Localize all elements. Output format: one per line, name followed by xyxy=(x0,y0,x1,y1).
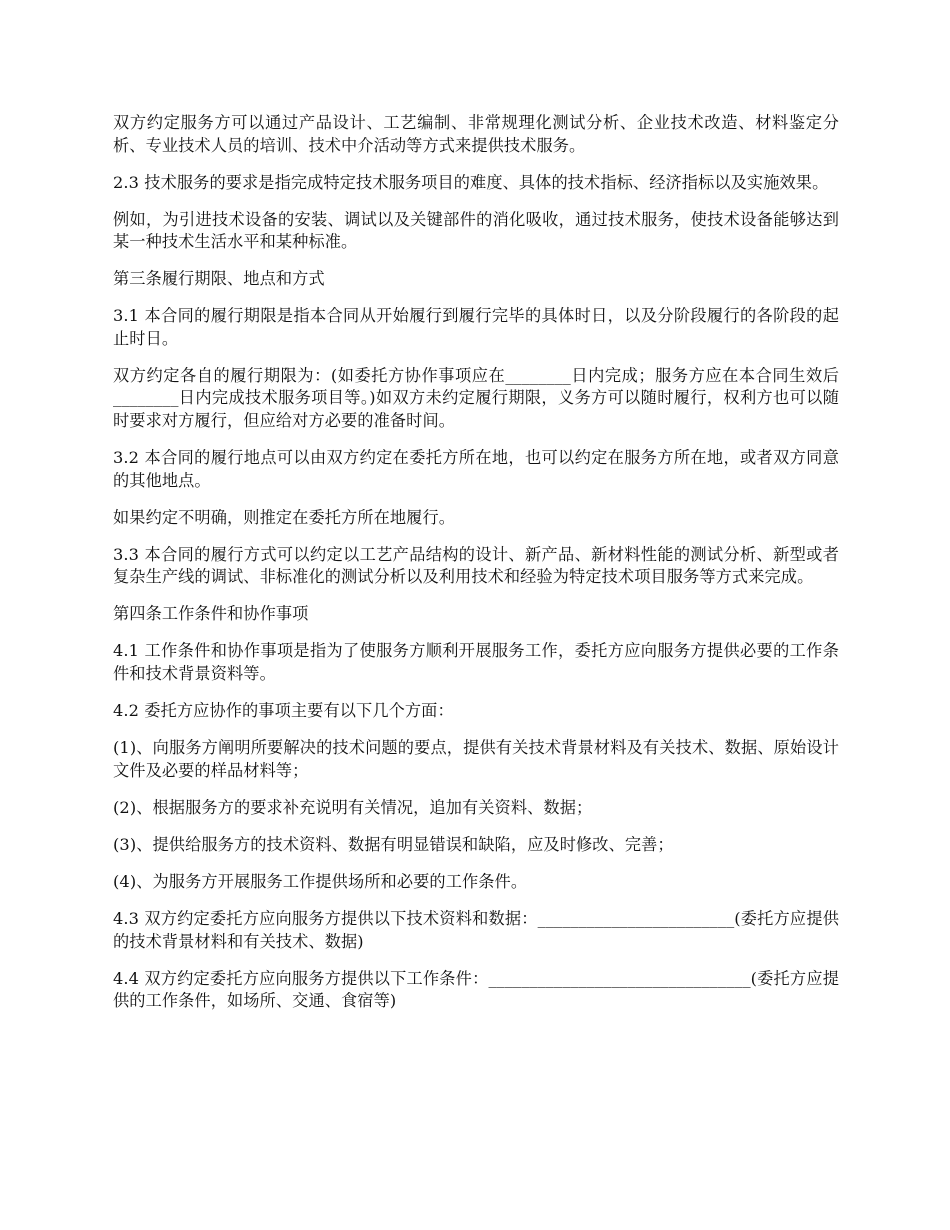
paragraph-default-location: 如果约定不明确，则推定在委托方所在地履行。 xyxy=(113,507,456,527)
paragraph-4-1: 4.1 工作条件和协作事项是指为了使服务方顺利开展服务工作，委托方应向服务方提供必要的工作条件和技术背景资料等。 xyxy=(113,641,839,683)
paragraph-example: 例如，为引进技术设备的安装、调试以及关键部件的消化吸收，通过技术服务，使技术设备能够达到某一种技术生活水平和某种标准。 xyxy=(113,209,839,252)
paragraph-2-3: 2.3 技术服务的要求是指完成特定技术服务项目的难度、具体的技术指标、经济指标以及实施效果。 xyxy=(113,172,829,192)
paragraph-4-4: 4.4 双方约定委托方应向服务方提供以下工作条件：________________________________(委托方应提供的工作条件，如场所、交通、食宿等) xyxy=(113,968,839,1011)
section-heading-article-4: 第四条工作条件和协作事项 xyxy=(113,604,309,624)
paragraph-4-3: 4.3 双方约定委托方应向服务方提供以下技术资料和数据：________________________(委托方应提供的技术背景材料和有关技术、数据) xyxy=(113,909,839,951)
paragraph-3-1: 3.1 本合同的履行期限是指本合同从开始履行到履行完毕的具体时日，以及分阶段履行的各阶段的起止时日。 xyxy=(113,306,839,348)
paragraph-3-2: 3.2 本合同的履行地点可以由双方约定在委托方所在地，也可以约定在服务方所在地，或者双方同意的其他地点。 xyxy=(113,448,839,490)
document-page xyxy=(113,112,839,1027)
paragraph-service-methods: 双方约定服务方可以通过产品设计、工艺编制、非常规理化测试分析、企业技术改造、材料鉴定分析、专业技术人员的培训、技术中介活动等方式来提供技术服务。 xyxy=(113,113,839,155)
list-item-2: (2)、根据服务方的要求补充说明有关情况，追加有关资料、数据； xyxy=(113,797,593,817)
list-item-1: (1)、向服务方阐明所要解决的技术问题的要点，提供有关技术背景材料及有关技术、数据、原始设计文件及必要的样品材料等； xyxy=(113,738,839,780)
list-item-3: (3)、提供给服务方的技术资料、数据有明显错误和缺陷，应及时修改、完善； xyxy=(113,834,674,854)
paragraph-performance-period: 双方约定各自的履行期限为：(如委托方协作事项应在________日内完成；服务方应在本合同生效后________日内完成技术服务项目等。)如双方未约定履行期限，义务方可以随时履行，权利方也可以随时要求对方履行，但应给对方必要的准备时间。 xyxy=(113,365,839,430)
section-heading-article-3: 第三条履行期限、地点和方式 xyxy=(113,269,325,289)
list-item-4: (4)、为服务方开展服务工作提供场所和必要的工作条件。 xyxy=(113,871,528,891)
paragraph-4-2: 4.2 委托方应协作的事项主要有以下几个方面： xyxy=(113,701,454,721)
paragraph-3-3: 3.3 本合同的履行方式可以约定以工艺产品结构的设计、新产品、新材料性能的测试分析、新型或者复杂生产线的调试、非标准化的测试分析以及利用技术和经验为特定技术项目服务等方式来完成。 xyxy=(113,544,839,587)
